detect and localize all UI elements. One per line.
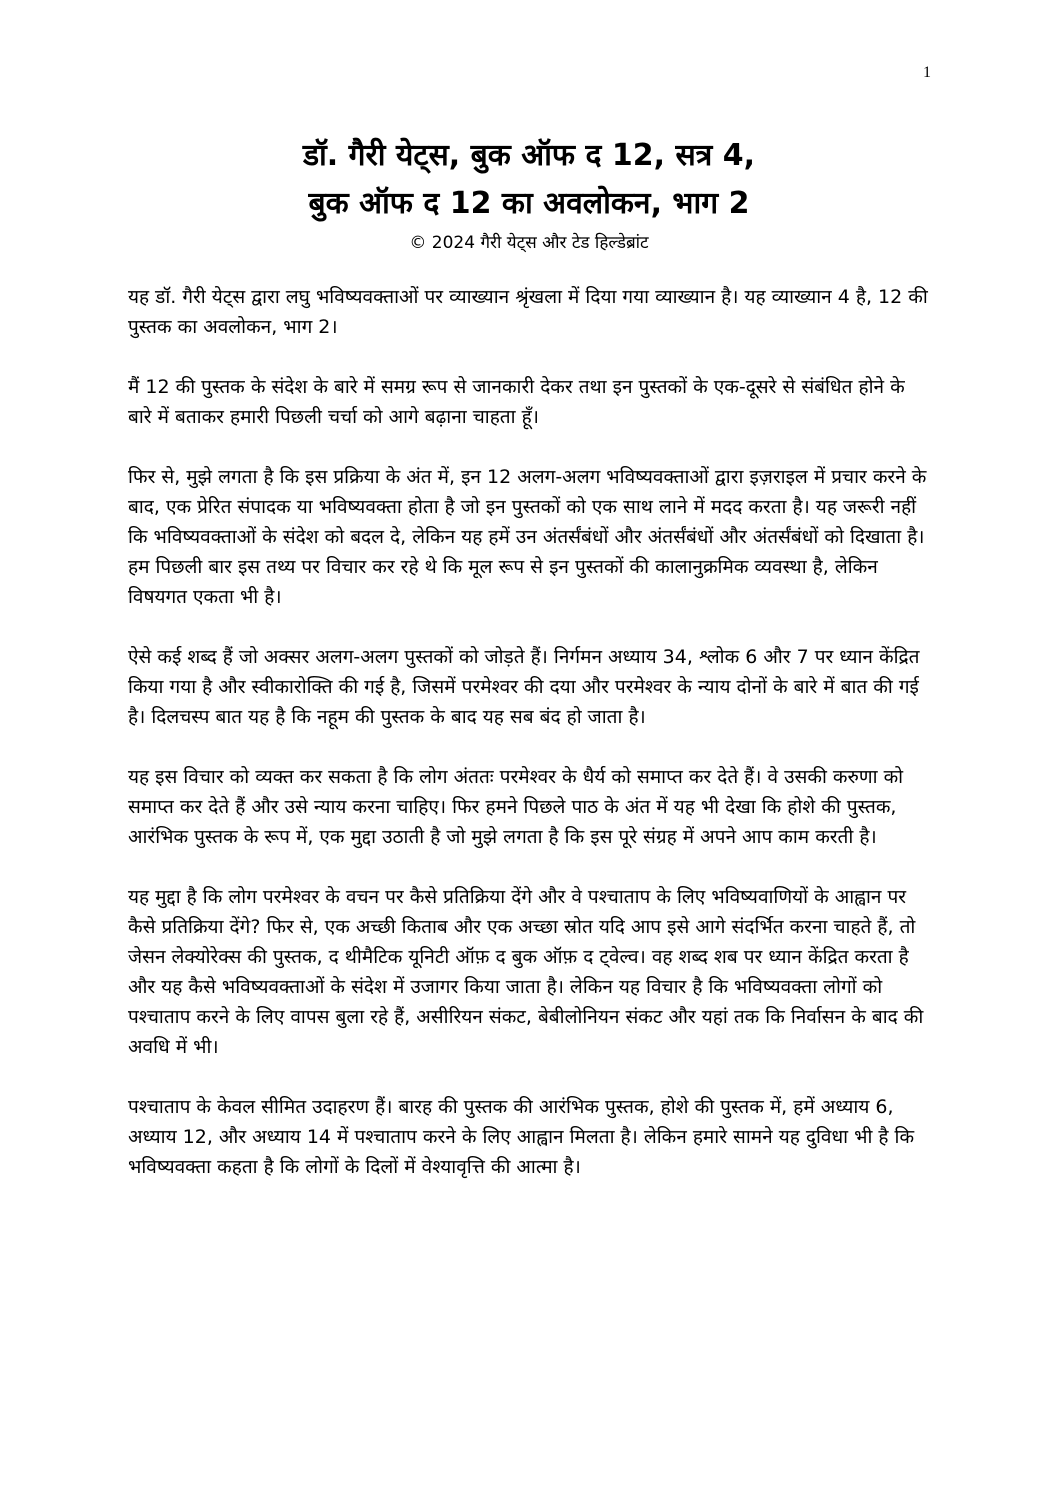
paragraph-2: मैं 12 की पुस्तक के संदेश के बारे में समग्र रूप से जानकारी देकर तथा इन पुस्तकों के एक-दूसरे से संबंधित होने के बारे में बताकर हमारी पिछली चर्चा को आगे बढ़ाना चाहता हूँ। — [128, 376, 905, 428]
page-number: 1 — [923, 64, 931, 81]
paragraph-3: फिर से, मुझे लगता है कि इस प्रक्रिया के अंत में, इन 12 अलग-अलग भविष्यवक्ताओं द्वारा इज़राइल में प्रचार करने के बाद, एक प्रेरित संपादक या भविष्यवक्ता होता है जो इन पुस्तकों को एक साथ लाने में मदद करता है। यह जरूरी नहीं कि भविष्यवक्ताओं के संदेश को बदल दे, लेकिन यह हमें उन अंतर्संबंधों और अंतर्संबंधों और अंतर्संबंधों को दिखाता है। हम पिछली बार इस तथ्य पर विचार कर रहे थे कि मूल रूप से इन पुस्तकों की कालानुक्रमिक व्यवस्था है, लेकिन विषयगत एकता भी है। — [128, 466, 927, 608]
paragraph-4: ऐसे कई शब्द हैं जो अक्सर अलग-अलग पुस्तकों को जोड़ते हैं। निर्गमन अध्याय 34, श्लोक 6 और 7 पर ध्यान केंद्रित किया गया है और स्वीकारोक्ति की गई है, जिसमें परमेश्वर की दया और परमेश्वर के न्याय दोनों के बारे में बात की गई है। दिलचस्प बात यह है कि नहूम की पुस्तक के बाद यह सब बंद हो जाता है। — [128, 646, 920, 728]
document-title-line-1: डॉ. गैरी येट्स, बुक ऑफ द 12, सत्र 4, — [302, 138, 756, 173]
paragraph-5: यह इस विचार को व्यक्त कर सकता है कि लोग अंततः परमेश्वर के धैर्य को समाप्त कर देते हैं। वे उसकी करुणा को समाप्त कर देते हैं और उसे न्याय करना चाहिए। फिर हमने पिछले पाठ के अंत में यह भी देखा कि होशे की पुस्तक, आरंभिक पुस्तक के रूप में, एक मुद्दा उठाती है जो मुझे लगता है कि इस पूरे संग्रह में अपने आप काम करती है। — [128, 766, 904, 848]
document-title-line-2: बुक ऑफ द 12 का अवलोकन, भाग 2 — [308, 186, 750, 221]
copyright-notice: © 2024 गैरी येट्स और टेड हिल्डेब्रांट — [409, 233, 649, 253]
title-block — [100, 132, 958, 258]
paragraph-6: यह मुद्दा है कि लोग परमेश्वर के वचन पर कैसे प्रतिक्रिया देंगे और वे पश्चाताप के लिए भविष्यवाणियों के आह्वान पर कैसे प्रतिक्रिया देंगे? फिर से, एक अच्छी किताब और एक अच्छा स्रोत यदि आप इसे आगे संदर्भित करना चाहते हैं, तो जेसन लेक्योरेक्स की पुस्तक, द थीमैटिक यूनिटी ऑफ़ द बुक ऑफ़ द ट्वेल्व। वह शब्द शब पर ध्यान केंद्रित करता है और यह कैसे भविष्यवक्ताओं के संदेश में उजागर किया जाता है। लेकिन यह विचार है कि भविष्यवक्ता लोगों को पश्चाताप करने के लिए वापस बुला रहे हैं, असीरियन संकट, बेबीलोनियन संकट और यहां तक कि निर्वासन के बाद की अवधि में भी। — [128, 886, 924, 1058]
document-body — [128, 282, 928, 1212]
paragraph-7: पश्चाताप के केवल सीमित उदाहरण हैं। बारह की पुस्तक की आरंभिक पुस्तक, होशे की पुस्तक में, हमें अध्याय 6, अध्याय 12, और अध्याय 14 में पश्चाताप करने के लिए आह्वान मिलता है। लेकिन हमारे सामने यह दुविधा भी है कि भविष्यवक्ता कहता है कि लोगों के दिलों में वेश्यावृत्ति की आत्मा है। — [128, 1096, 915, 1178]
paragraph-1: यह डॉ. गैरी येट्स द्वारा लघु भविष्यवक्ताओं पर व्याख्यान श्रृंखला में दिया गया व्याख्यान है। यह व्याख्यान 4 है, 12 की पुस्तक का अवलोकन, भाग 2। — [128, 286, 928, 338]
